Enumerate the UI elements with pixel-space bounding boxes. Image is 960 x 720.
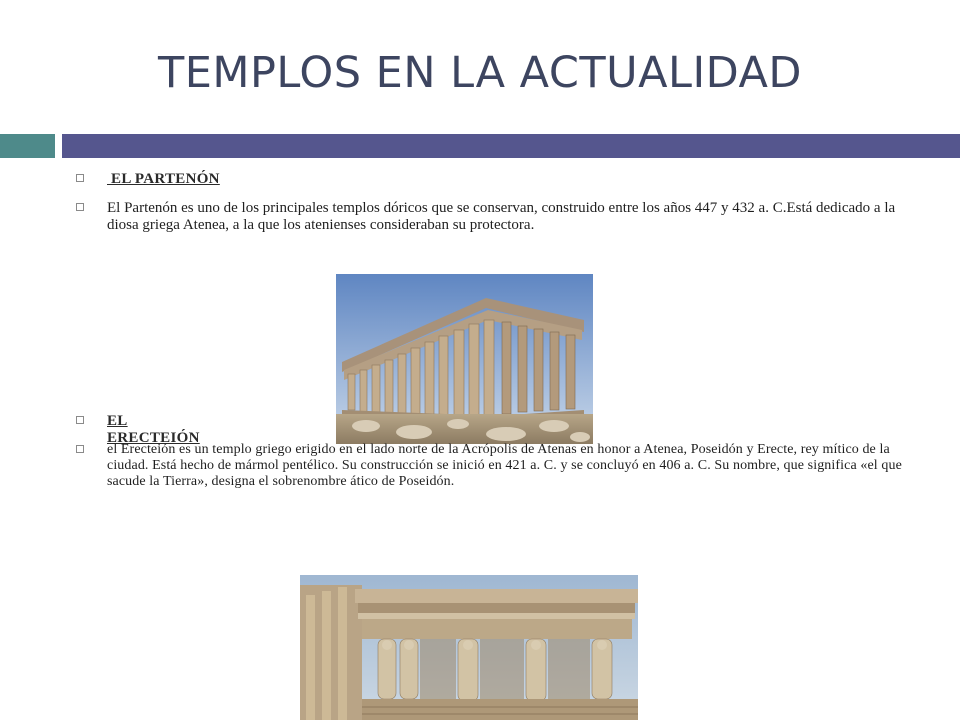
title-accent-bar-left [0, 134, 55, 158]
bullet-square-icon [76, 203, 84, 211]
erechtheion-description: el Erecteión es un templo griego erigido en el lado norte de la Acrópolis de Atenas en honor a Atenea, Poseidón y Erecte, rey mítico de la ciudad. Está hecho de mármol pentélico. Su construcción se inició en 421 a. C. y se concluyó en 406 a. C. Su nombre, que significa «el que sacude la Tierra», designa el sobrenombre ático de Poseidón. [107, 442, 902, 489]
parthenon-photo [336, 274, 593, 444]
parthenon-description: El Partenón es uno de los principales templos dóricos que se conservan, construido entre los años 447 y 432 a. C.Está dedicado a la diosa griega Atenea, a la que los atenienses consideraban su protectora. [107, 200, 896, 233]
slide-title: TEMPLOS EN LA ACTUALIDAD [157, 48, 803, 98]
bullet-square-icon [76, 174, 84, 182]
erechtheion-illustration [300, 575, 638, 720]
parthenon-heading: EL PARTENÓN [107, 171, 220, 187]
parthenon-illustration [336, 274, 593, 444]
bullet-square-icon [76, 445, 84, 453]
bullet-square-icon [76, 416, 84, 424]
erechtheion-photo [300, 575, 638, 720]
erechtheion-heading: EL ERECTEIÓN [107, 413, 200, 446]
title-accent-bar-right [62, 134, 960, 158]
